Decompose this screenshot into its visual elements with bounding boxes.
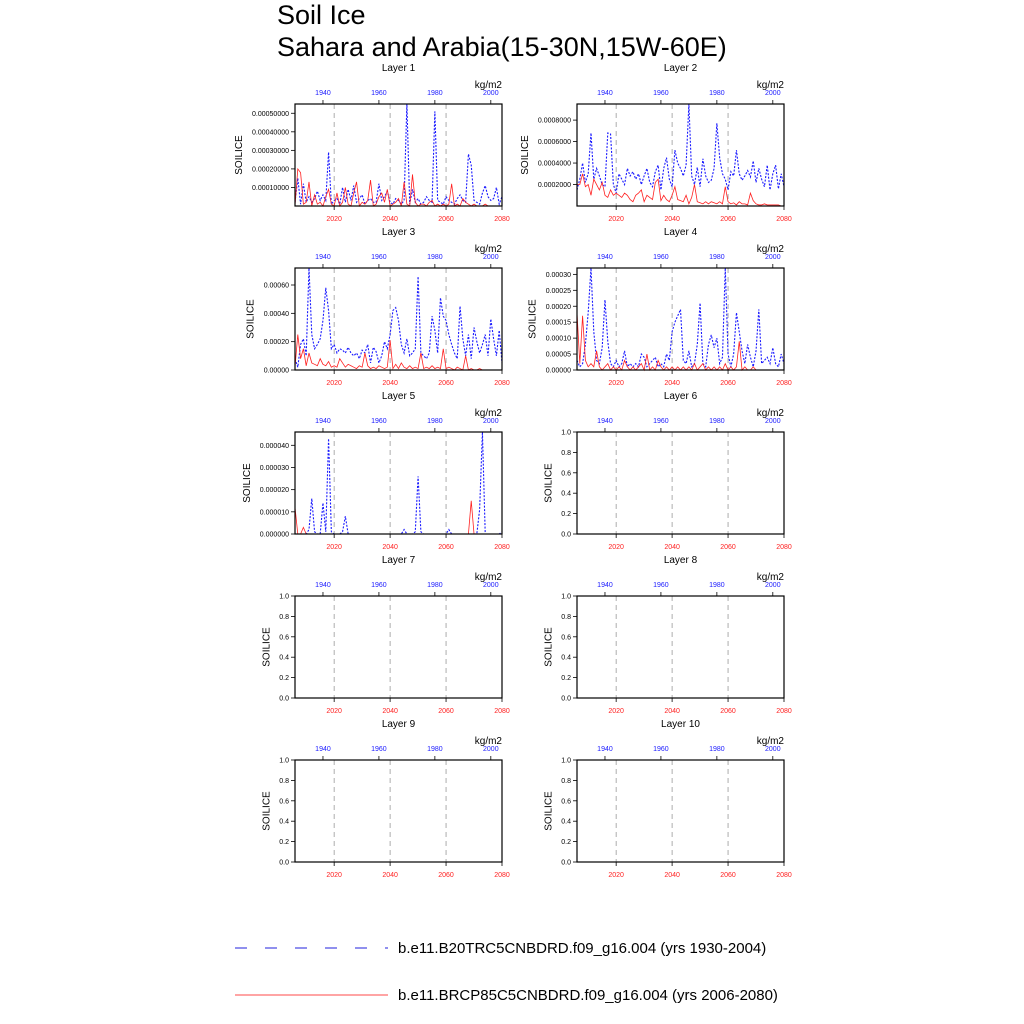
panel-title: Layer 9 [381, 719, 416, 730]
panel-units: kg/m2 [474, 80, 502, 91]
panel-title: Layer 2 [663, 63, 698, 74]
x-tick-label-top: 1940 [315, 582, 331, 589]
plot-frame [295, 104, 502, 206]
x-tick-label-top: 2000 [765, 418, 781, 425]
plot-frame [577, 432, 784, 534]
y-tick-label: 0.00030 [545, 271, 571, 279]
y-tick-label: 0.6 [561, 634, 571, 642]
x-tick-label-bottom: 2020 [326, 708, 342, 715]
x-tick-label-top: 2000 [483, 254, 499, 261]
x-tick-label-bottom: 2080 [494, 544, 510, 551]
y-tick-label: 0.8 [561, 613, 571, 621]
x-tick-label-top: 1940 [597, 90, 613, 97]
x-tick-label-bottom: 2060 [438, 380, 454, 387]
plot-frame [577, 596, 784, 698]
series-historical-line [295, 432, 502, 534]
x-tick-label-top: 1980 [427, 254, 443, 261]
y-tick-label: 0.4 [279, 654, 289, 662]
y-tick-label: 0.00020000 [252, 166, 289, 174]
panel-units: kg/m2 [474, 736, 502, 747]
x-tick-label-bottom: 2040 [382, 380, 398, 387]
series-historical-line [577, 104, 784, 193]
y-tick-label: 0.6 [279, 798, 289, 806]
legend-lines [230, 938, 390, 1008]
x-tick-label-bottom: 2020 [608, 708, 624, 715]
x-tick-label-bottom: 2060 [720, 872, 736, 879]
plot-frame [295, 432, 502, 534]
x-tick-label-bottom: 2040 [664, 708, 680, 715]
y-tick-label: 0.2 [279, 675, 289, 683]
y-tick-label: 0.0 [561, 859, 571, 867]
x-tick-label-bottom: 2080 [776, 216, 792, 223]
y-tick-label: 0.4 [279, 818, 289, 826]
x-tick-label-top: 2000 [483, 90, 499, 97]
x-tick-label-top: 1940 [315, 746, 331, 753]
y-tick-label: 0.0 [561, 695, 571, 703]
panel-units: kg/m2 [756, 572, 784, 583]
y-axis-label: SOILICE [519, 135, 531, 175]
x-tick-label-top: 2000 [765, 254, 781, 261]
y-axis-label: SOILICE [543, 463, 555, 503]
y-tick-label: 0.4 [561, 818, 571, 826]
panel-units: kg/m2 [756, 736, 784, 747]
x-tick-label-top: 1960 [653, 582, 669, 589]
y-tick-label: 0.4 [561, 490, 571, 498]
x-tick-label-bottom: 2020 [326, 380, 342, 387]
y-tick-label: 0.000000 [259, 531, 289, 539]
x-tick-label-bottom: 2080 [776, 544, 792, 551]
panel-title: Layer 3 [381, 227, 416, 238]
x-tick-label-bottom: 2020 [608, 872, 624, 879]
x-tick-label-bottom: 2040 [382, 216, 398, 223]
series-historical-line [295, 268, 502, 367]
y-tick-label: 0.0002000 [537, 182, 571, 190]
x-tick-label-top: 1940 [597, 418, 613, 425]
x-tick-label-bottom: 2020 [326, 216, 342, 223]
panel-title: Layer 8 [663, 555, 698, 566]
y-tick-label: 0.00060 [263, 282, 289, 290]
y-axis-label: SOILICE [241, 463, 253, 503]
series-future-line [577, 174, 784, 206]
x-tick-label-top: 1960 [371, 90, 387, 97]
x-tick-label-top: 1960 [653, 254, 669, 261]
x-tick-label-top: 2000 [483, 418, 499, 425]
y-tick-label: 0.4 [561, 654, 571, 662]
panel-title: Layer 7 [381, 555, 416, 566]
y-tick-label: 0.2 [279, 839, 289, 847]
x-tick-label-top: 2000 [765, 90, 781, 97]
panel-title: Layer 6 [663, 391, 698, 402]
x-tick-label-top: 1960 [653, 418, 669, 425]
y-tick-label: 0.6 [279, 634, 289, 642]
x-tick-label-top: 1980 [709, 418, 725, 425]
y-tick-label: 0.00040000 [252, 129, 289, 137]
x-tick-label-top: 1940 [597, 746, 613, 753]
y-tick-label: 1.0 [279, 593, 289, 601]
y-tick-label: 0.0 [279, 859, 289, 867]
page-title: Soil Ice [277, 0, 366, 30]
x-tick-label-top: 1960 [653, 90, 669, 97]
x-tick-label-top: 1940 [315, 418, 331, 425]
x-tick-label-bottom: 2060 [438, 216, 454, 223]
x-tick-label-bottom: 2060 [438, 708, 454, 715]
x-tick-label-bottom: 2040 [382, 708, 398, 715]
y-tick-label: 0.00015 [545, 319, 571, 327]
y-tick-label: 0.6 [561, 798, 571, 806]
panel-title: Layer 5 [381, 391, 416, 402]
x-tick-label-bottom: 2040 [664, 872, 680, 879]
y-axis-label: SOILICE [543, 627, 555, 667]
y-axis-label: SOILICE [234, 135, 245, 175]
y-tick-label: 1.0 [561, 757, 571, 765]
legend-label-historical: b.e11.B20TRC5CNBDRD.f09_g16.004 (yrs 1930-2004) [398, 940, 767, 957]
series-historical-line [295, 104, 502, 204]
y-tick-label: 0.00010000 [252, 184, 289, 192]
x-tick-label-bottom: 2020 [608, 216, 624, 223]
y-tick-label: 0.00000 [545, 367, 571, 375]
y-tick-label: 0.0006000 [537, 139, 571, 147]
x-tick-label-top: 2000 [483, 582, 499, 589]
y-tick-label: 0.000030 [259, 464, 289, 472]
x-tick-label-bottom: 2080 [776, 872, 792, 879]
x-tick-label-top: 1960 [371, 254, 387, 261]
y-tick-label: 0.8 [279, 613, 289, 621]
x-tick-label-top: 1980 [709, 254, 725, 261]
panel-title: Layer 4 [663, 227, 698, 238]
x-tick-label-top: 1980 [427, 746, 443, 753]
y-axis-label: SOILICE [527, 299, 539, 339]
x-tick-label-bottom: 2040 [382, 544, 398, 551]
y-tick-label: 1.0 [561, 593, 571, 601]
x-tick-label-top: 1980 [709, 746, 725, 753]
x-tick-label-bottom: 2080 [494, 708, 510, 715]
x-tick-label-top: 1940 [315, 254, 331, 261]
x-tick-label-bottom: 2040 [382, 872, 398, 879]
y-tick-label: 0.00025 [545, 287, 571, 295]
x-tick-label-bottom: 2040 [664, 544, 680, 551]
x-tick-label-bottom: 2060 [720, 216, 736, 223]
x-tick-label-top: 2000 [765, 582, 781, 589]
y-tick-label: 0.2 [561, 511, 571, 519]
x-tick-label-top: 1960 [371, 418, 387, 425]
y-tick-label: 0.00050000 [252, 110, 289, 118]
x-tick-label-top: 1960 [371, 582, 387, 589]
y-tick-label: 0.00000 [263, 367, 289, 375]
y-tick-label: 0.00030000 [252, 147, 289, 155]
x-tick-label-top: 1980 [427, 582, 443, 589]
x-tick-label-top: 1980 [709, 582, 725, 589]
x-tick-label-bottom: 2060 [720, 708, 736, 715]
x-tick-label-top: 1980 [427, 90, 443, 97]
y-tick-label: 0.6 [561, 470, 571, 478]
x-tick-label-top: 1940 [315, 90, 331, 97]
legend-label-future: b.e11.BRCP85C5CNBDRD.f09_g16.004 (yrs 2006-2080) [398, 987, 778, 1004]
x-tick-label-bottom: 2020 [608, 544, 624, 551]
x-tick-label-bottom: 2060 [438, 544, 454, 551]
plot-frame [577, 268, 784, 370]
y-tick-label: 0.0 [561, 531, 571, 539]
page-subtitle: Sahara and Arabia(15-30N,15W-60E) [277, 32, 727, 62]
x-tick-label-top: 1980 [709, 90, 725, 97]
x-tick-label-top: 1960 [371, 746, 387, 753]
x-tick-label-top: 1980 [427, 418, 443, 425]
y-tick-label: 0.8 [279, 777, 289, 785]
x-tick-label-top: 1940 [597, 582, 613, 589]
panel-title: Layer 1 [381, 63, 416, 74]
y-tick-label: 0.2 [561, 675, 571, 683]
y-axis-label: SOILICE [543, 791, 555, 831]
x-tick-label-bottom: 2080 [776, 708, 792, 715]
series-historical-line [577, 268, 784, 367]
y-tick-label: 0.8 [561, 777, 571, 785]
y-tick-label: 0.00010 [545, 335, 571, 343]
panel-units: kg/m2 [756, 80, 784, 91]
x-tick-label-bottom: 2020 [326, 544, 342, 551]
y-tick-label: 0.000040 [259, 442, 289, 450]
y-tick-label: 0.00040 [263, 310, 289, 318]
x-tick-label-bottom: 2040 [664, 380, 680, 387]
x-tick-label-bottom: 2060 [720, 544, 736, 551]
panel-units: kg/m2 [474, 244, 502, 255]
y-tick-label: 0.00020 [263, 339, 289, 347]
x-tick-label-bottom: 2080 [494, 216, 510, 223]
y-tick-label: 0.00005 [545, 351, 571, 359]
y-tick-label: 1.0 [279, 757, 289, 765]
panel-title: Layer 10 [661, 719, 700, 730]
y-tick-label: 0.000010 [259, 509, 289, 517]
y-tick-label: 0.000020 [259, 487, 289, 495]
x-tick-label-bottom: 2080 [776, 380, 792, 387]
x-tick-label-bottom: 2060 [438, 872, 454, 879]
y-tick-label: 0.8 [561, 449, 571, 457]
x-tick-label-bottom: 2080 [494, 380, 510, 387]
x-tick-label-bottom: 2020 [326, 872, 342, 879]
y-tick-label: 1.0 [561, 429, 571, 437]
y-tick-label: 0.2 [561, 839, 571, 847]
panel-units: kg/m2 [756, 244, 784, 255]
y-axis-label: SOILICE [261, 791, 273, 831]
y-tick-label: 0.00020 [545, 303, 571, 311]
x-tick-label-top: 2000 [483, 746, 499, 753]
panel-units: kg/m2 [474, 572, 502, 583]
y-axis-label: SOILICE [245, 299, 257, 339]
y-tick-label: 0.0004000 [537, 160, 571, 168]
x-tick-label-top: 1960 [653, 746, 669, 753]
plot-frame [577, 104, 784, 206]
plot-frame [577, 760, 784, 862]
x-tick-label-bottom: 2020 [608, 380, 624, 387]
x-tick-label-bottom: 2080 [494, 872, 510, 879]
x-tick-label-bottom: 2040 [664, 216, 680, 223]
plot-frame [295, 596, 502, 698]
x-tick-label-bottom: 2060 [720, 380, 736, 387]
x-tick-label-top: 2000 [765, 746, 781, 753]
y-tick-label: 0.0008000 [537, 117, 571, 125]
panel-units: kg/m2 [756, 408, 784, 419]
plot-frame [295, 760, 502, 862]
panel-units: kg/m2 [474, 408, 502, 419]
y-tick-label: 0.0 [279, 695, 289, 703]
x-tick-label-top: 1940 [597, 254, 613, 261]
y-axis-label: SOILICE [261, 627, 273, 667]
